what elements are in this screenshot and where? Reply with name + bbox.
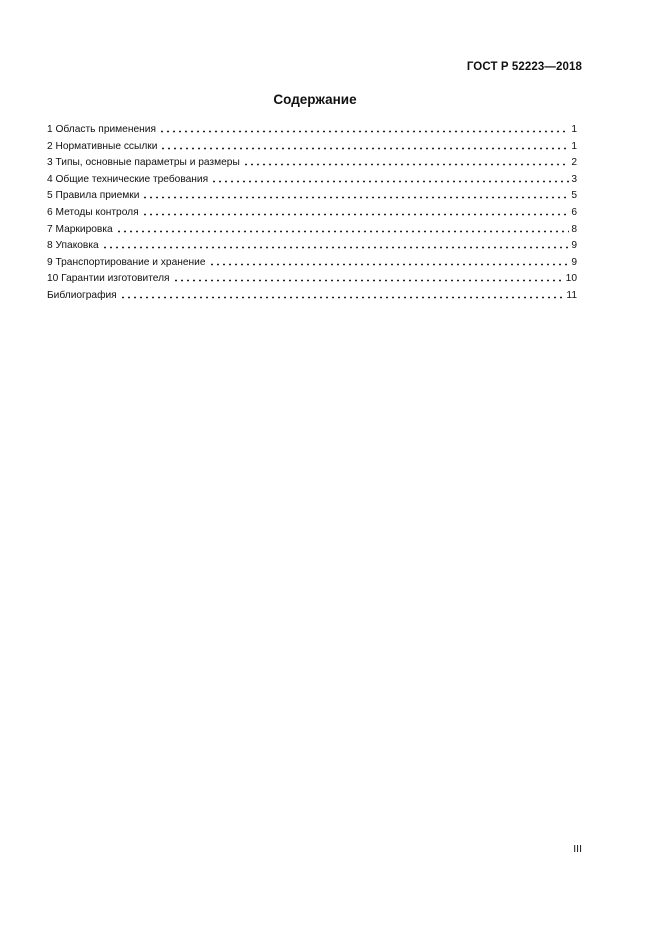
- toc-entry-page: 9: [571, 256, 577, 268]
- toc-entry[interactable]: [47, 203, 577, 220]
- toc-leader-dots: [102, 237, 569, 249]
- toc-entry[interactable]: [47, 153, 577, 170]
- toc-entry-label: 2 Нормативные ссылки: [47, 140, 158, 152]
- toc-leader-dots: [120, 287, 565, 299]
- toc-leader-dots: [142, 187, 569, 199]
- toc-leader-dots: [243, 154, 569, 166]
- toc-entry[interactable]: [47, 269, 577, 286]
- toc-entry-label: 9 Транспортирование и хранение: [47, 256, 206, 268]
- page-number: III: [573, 843, 582, 855]
- toc-leader-dots: [142, 204, 569, 216]
- document-code: ГОСТ Р 52223—2018: [466, 61, 582, 73]
- toc-entry-page: 2: [571, 157, 577, 169]
- toc-entry-page: 9: [571, 240, 577, 252]
- toc-entry[interactable]: [47, 253, 577, 270]
- toc-leader-dots: [209, 254, 569, 266]
- toc-entry[interactable]: [47, 286, 577, 303]
- toc-leader-dots: [160, 138, 569, 150]
- toc-leader-dots: [116, 221, 569, 233]
- toc-leader-dots: [211, 171, 569, 183]
- toc-leader-dots: [159, 121, 569, 133]
- toc-entry-label: 6 Методы контроля: [47, 206, 139, 218]
- table-of-contents: [47, 120, 577, 303]
- toc-entry-page: 10: [565, 273, 577, 285]
- toc-entry[interactable]: [47, 170, 577, 187]
- toc-entry-page: 3: [571, 173, 577, 185]
- toc-entry[interactable]: [47, 120, 577, 137]
- toc-leader-dots: [173, 270, 564, 282]
- toc-entry-label: 3 Типы, основные параметры и размеры: [47, 157, 240, 169]
- toc-entry[interactable]: [47, 186, 577, 203]
- toc-entry-label: 8 Упаковка: [47, 240, 99, 252]
- toc-entry-label: 1 Область применения: [47, 124, 156, 135]
- toc-entry-label: Библиография: [47, 289, 117, 301]
- toc-entry-label: 5 Правила приемки: [47, 190, 140, 202]
- toc-entry-label: 10 Гарантии изготовителя: [47, 273, 170, 285]
- toc-entry-page: 8: [571, 223, 577, 235]
- toc-entry-page: 1: [571, 124, 577, 135]
- toc-entry-page: 5: [571, 190, 577, 202]
- toc-entry[interactable]: [47, 137, 577, 154]
- toc-entry[interactable]: [47, 236, 577, 253]
- toc-entry-label: 4 Общие технические требования: [47, 173, 209, 185]
- toc-entry-page: 1: [571, 140, 577, 152]
- toc-entry-page: 11: [566, 289, 577, 301]
- toc-title: Содержание: [273, 92, 357, 107]
- toc-entry-page: 6: [571, 206, 577, 218]
- toc-entry[interactable]: [47, 220, 577, 237]
- toc-entry-label: 7 Маркировка: [47, 223, 113, 235]
